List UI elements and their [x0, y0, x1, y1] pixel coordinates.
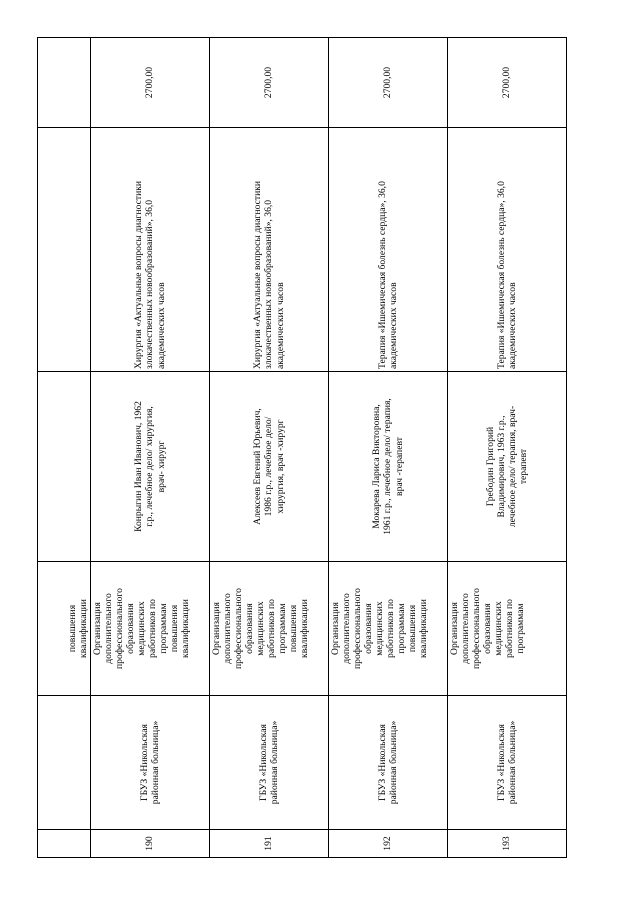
price-cell: [91, 38, 210, 128]
course-text: Терапия «Ишемическая болезнь сердца», 36,0 академических часов: [376, 181, 399, 369]
row-number: [448, 830, 567, 858]
table-row: [210, 38, 329, 858]
row-number: [210, 830, 329, 858]
table-row: [91, 38, 210, 858]
program-form-text: Организация дополнительного профессионального образования медицинских работников по программам повышения квалификации: [211, 588, 311, 669]
person-text: Конрыгин Иван Иванович, 1962 г.р., лечебное дело/ хирургия, врач- хирург: [133, 401, 167, 532]
table-row: [329, 38, 448, 858]
person-cell: [210, 372, 329, 562]
course-text: Хирургия «Актуальные вопросы диагностики злокачественных новообразований», 36,0 академических часов: [252, 180, 286, 369]
price-text: 2700,00: [382, 66, 394, 99]
person-text: Алексеев Евгений Юрьевич, 1986 г.р., лечебное дело/ хирургия, врач -хирург: [252, 408, 286, 525]
price-cell: [448, 38, 567, 128]
course-cell: [210, 128, 329, 372]
organization-cell: [329, 696, 448, 830]
row-number-text: 190: [144, 836, 156, 851]
header-course-cell: [38, 128, 91, 372]
organization-cell: [91, 696, 210, 830]
course-text: Хирургия «Актуальные вопросы диагностики злокачественных новообразований», 36,0 академических часов: [133, 180, 167, 369]
person-cell: [91, 372, 210, 562]
header-org-cell: [38, 696, 91, 830]
price-cell: [329, 38, 448, 128]
row-number-text: 192: [382, 836, 394, 851]
organization-cell: [210, 696, 329, 830]
row-number: [91, 830, 210, 858]
organization-cell: [448, 696, 567, 830]
row-number: [329, 830, 448, 858]
program-form-cell: [329, 562, 448, 696]
course-cell: [329, 128, 448, 372]
organization-text: ГБУЗ «Никольская районная больница»: [138, 720, 161, 805]
header-price-cell: [38, 38, 91, 128]
price-text: 2700,00: [144, 66, 156, 99]
table-row: [38, 38, 91, 858]
row-number-text: 193: [501, 836, 513, 851]
course-cell: [448, 128, 567, 372]
header-person-cell: [38, 372, 91, 562]
price-text: 2700,00: [501, 66, 513, 99]
rotated-table-wrapper: [37, 38, 552, 858]
program-form-text: Организация дополнительного профессионального образования медицинских работников по программам повышения квалификации: [330, 588, 430, 669]
organization-text: ГБУЗ «Никольская районная больница»: [257, 720, 280, 805]
row-number-text: 191: [263, 836, 275, 851]
course-cell: [91, 128, 210, 372]
person-cell: [448, 372, 567, 562]
person-cell: [329, 372, 448, 562]
program-form-cell: [448, 562, 567, 696]
organization-text: ГБУЗ «Никольская районная больница»: [376, 720, 399, 805]
person-text: Мокарева Лариса Викторовна, 1961 г.р., лечебное дело/ терапия, врач -терапевт: [371, 398, 405, 535]
price-cell: [210, 38, 329, 128]
training-table: [37, 37, 567, 858]
course-text: Терапия «Ишемическая болезнь сердца», 36,0 академических часов: [495, 181, 518, 369]
table-row: [448, 38, 567, 858]
person-text: Гребодин Григорий Владимирович, 1963 г.р., лечебное дело/ терапия, врач- терапевт: [484, 405, 530, 528]
price-text: 2700,00: [263, 66, 275, 99]
program-form-cell: [210, 562, 329, 696]
program-form-text: Организация дополнительного профессионального образования медицинских работников по программам: [449, 588, 527, 669]
program-form-cell: [91, 562, 210, 696]
organization-text: ГБУЗ «Никольская районная больница»: [495, 720, 518, 805]
header-form-text: повышения квалификации: [66, 599, 89, 658]
header-form-cell: [38, 562, 91, 696]
header-num-cell: [38, 830, 91, 858]
program-form-text: Организация дополнительного профессионального образования медицинских работников по программам повышения квалификации: [92, 588, 192, 669]
